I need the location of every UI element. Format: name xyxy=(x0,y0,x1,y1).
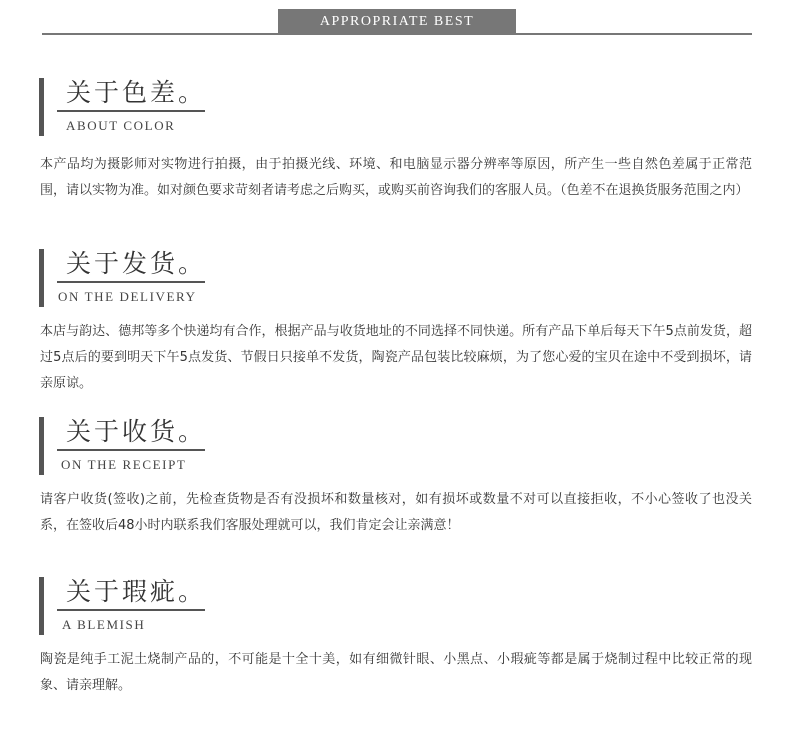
section-body: 本店与韵达、德邦等多个快递均有合作，根据产品与收货地址的不同选择不同快递。所有产品下单后每天下午5点前发货，超过5点后的要到明天下午5点发货、节假日只接单不发货，陶瓷产品包装比较麻烦，为了您心爱的宝贝在途中不受到损坏，请亲原谅。 xyxy=(40,324,752,391)
section-title: 关于瑕疵。 xyxy=(66,577,207,606)
section-accent-bar xyxy=(39,577,44,635)
title-underline xyxy=(57,449,205,451)
section-subtitle: ON THE RECEIPT xyxy=(61,457,187,472)
section-accent-bar xyxy=(39,417,44,475)
section-subtitle: ABOUT COLOR xyxy=(66,118,176,133)
section-title: 关于收货。 xyxy=(66,417,207,446)
header-badge: APPROPRIATE BEST xyxy=(278,9,516,35)
title-underline xyxy=(57,110,205,112)
title-underline xyxy=(57,609,205,611)
section-subtitle: ON THE DELIVERY xyxy=(58,289,197,304)
section-body: 陶瓷是纯手工泥土烧制产品的，不可能是十全十美，如有细微针眼、小黑点、小瑕疵等都是属于烧制过程中比较正常的现象、请亲理解。 xyxy=(40,652,752,693)
section-title: 关于色差。 xyxy=(66,78,207,107)
section-accent-bar xyxy=(39,249,44,307)
section-accent-bar xyxy=(39,78,44,136)
section-title: 关于发货。 xyxy=(66,249,207,278)
title-underline xyxy=(57,281,205,283)
section-body: 请客户收货(签收)之前，先检查货物是否有没损坏和数量核对，如有损坏或数量不对可以直接拒收，不小心签收了也没关系，在签收后48小时内联系我们客服处理就可以，我们肯定会让亲满意！ xyxy=(40,492,752,533)
section-subtitle: A BLEMISH xyxy=(62,617,146,632)
section-body: 本产品均为摄影师对实物进行拍摄，由于拍摄光线、环境、和电脑显示器分辨率等原因，所产生一些自然色差属于正常范围，请以实物为准。如对颜色要求苛刻者请考虑之后购买，或购买前咨询我们的客服人员。（色差不在退换货服务范围之内） xyxy=(40,157,752,198)
